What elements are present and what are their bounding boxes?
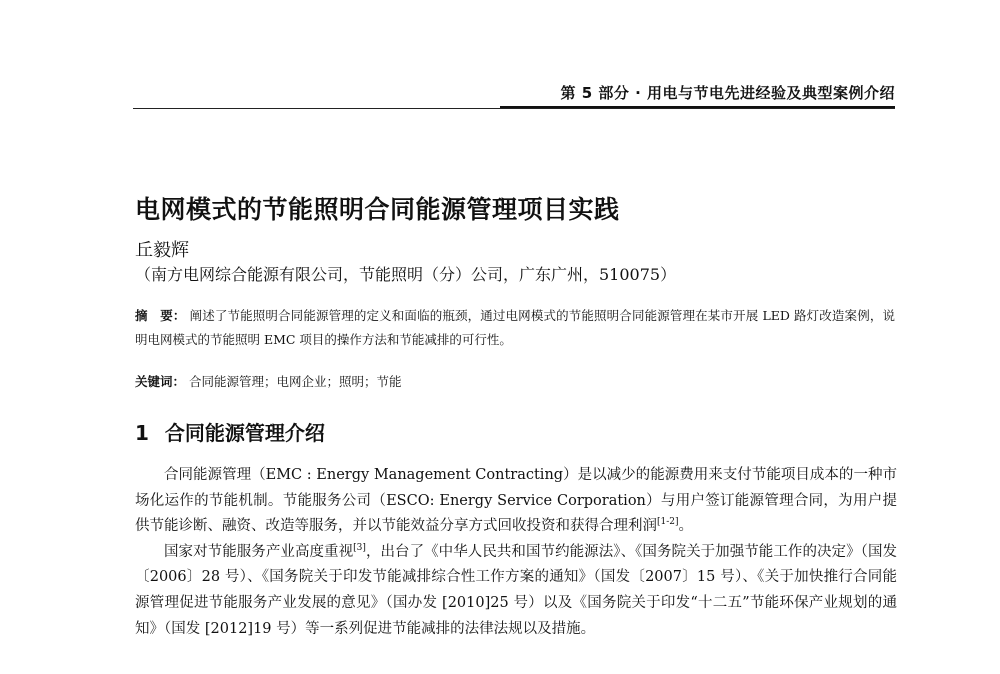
para1-end: 。 <box>678 518 694 535</box>
body-paragraph-1 <box>135 463 897 540</box>
section-body <box>135 463 897 642</box>
header-rule-thick <box>500 106 895 108</box>
para2-start: 国家对节能服务产业高度重视 <box>164 543 354 560</box>
article-title: 电网模式的节能照明合同能源管理项目实践 <box>135 195 620 224</box>
keywords-text: 合同能源管理；电网企业；照明；节能 <box>189 374 402 389</box>
citation-3: [3] <box>353 542 366 553</box>
section-title: 合同能源管理介绍 <box>164 421 325 445</box>
keywords-label: 关键词： <box>135 374 186 389</box>
running-header: 第 5 部分 · 用电与节电先进经验及典型案例介绍 <box>560 84 895 102</box>
keywords <box>135 372 402 390</box>
abstract-text: 阐述了节能照明合同能源管理的定义和面临的瓶颈，通过电网模式的节能照明合同能源管理在某市开展 LED 路灯改造案例，说明电网模式的节能照明 EMC 项目的操作方法和节能减排的可行性。 <box>135 308 895 347</box>
citation-1-2: [1-2] <box>657 517 679 528</box>
section-heading <box>135 417 325 446</box>
article-author: 丘毅辉 <box>135 240 189 261</box>
abstract <box>135 304 895 352</box>
abstract-label: 摘 要： <box>135 308 186 323</box>
body-paragraph-2 <box>135 540 897 642</box>
para1-text: 合同能源管理（EMC : Energy Management Contracting）是以减少的能源费用来支付节能项目成本的一种市场化运作的节能机制。节能服务公司（ESCO: Energy Service Corporation）与用户签订能源管理合同，为用户提供节能诊断、融资、改造等服务，并以节能效益分享方式回收投资和获得合理利润 <box>135 467 897 535</box>
article-affiliation: （南方电网综合能源有限公司，节能照明（分）公司，广东广州，510075） <box>135 265 677 284</box>
section-number: 1 <box>135 421 149 445</box>
para2-text: ，出台了《中华人民共和国节约能源法》、《国务院关于加强节能工作的决定》（国发〔2006〕28 号）、《国务院关于印发节能减排综合性工作方案的通知》（国发〔2007〕15 号）、《关于加快推行合同能源管理促进节能服务产业发展的意见》（国办发 [2010]25 号）以及《国务院关于印发“十二五”节能环保产业规划的通知》（国发 [2012]19 号）等一系列促进节能减排的法律法规以及措施。 <box>135 543 897 637</box>
header-rule <box>133 108 895 109</box>
